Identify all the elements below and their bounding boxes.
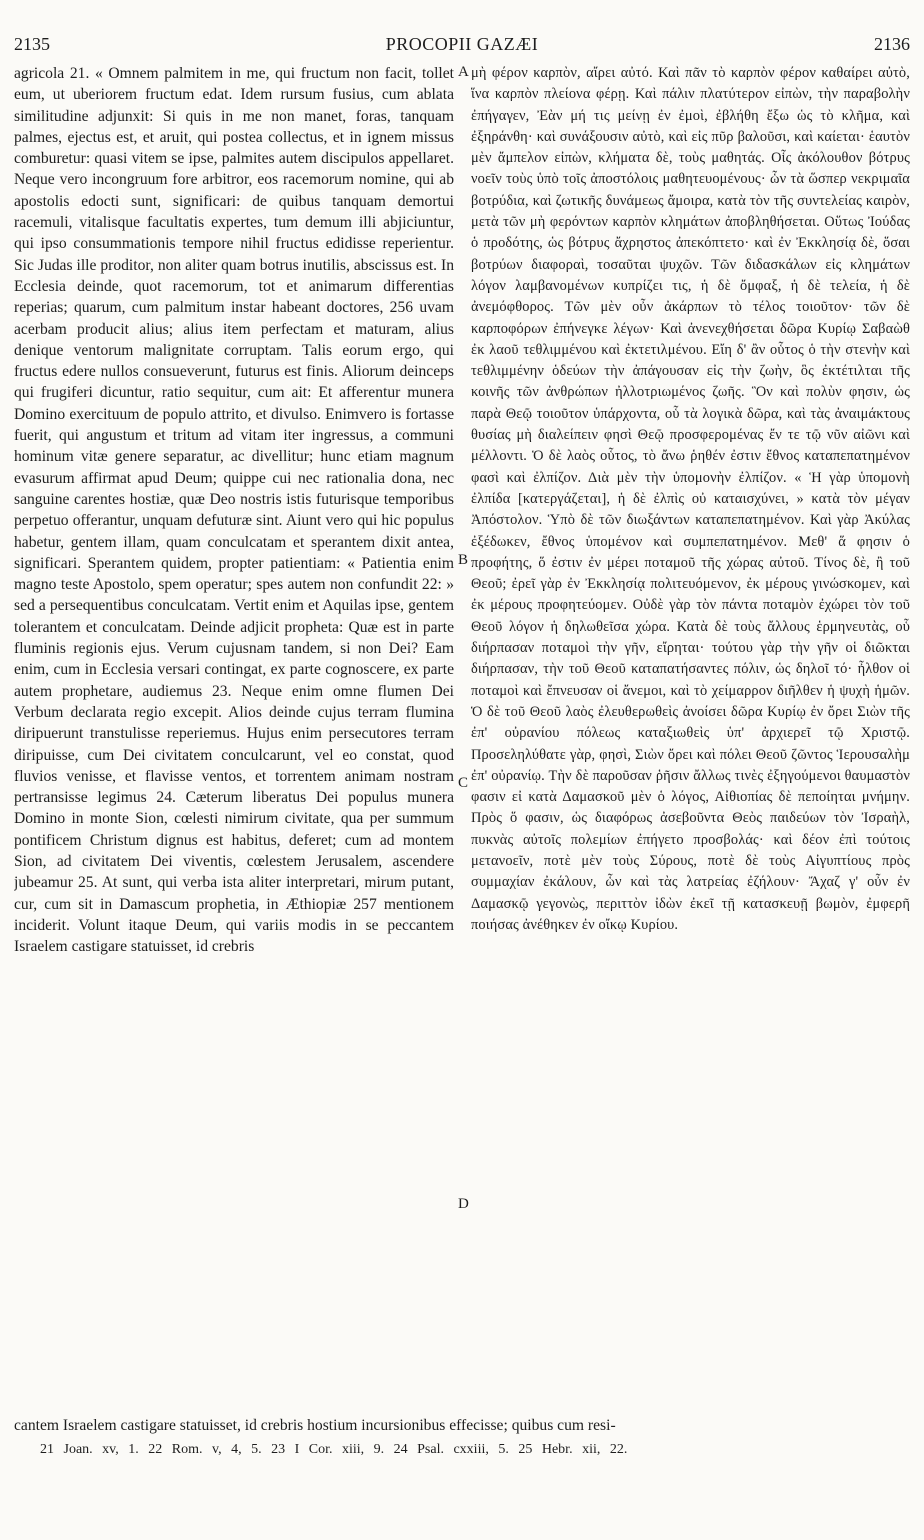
- page-number-right: 2136: [874, 34, 910, 54]
- page-header: [14, 34, 910, 60]
- section-marker-d: D: [458, 1196, 469, 1212]
- greek-column: [471, 63, 910, 1441]
- section-marker-a: A: [458, 64, 469, 80]
- latin-continuation-line: cantem Israelem castigare statuisset, id crebris hostium incursionibus effecisse; quibus cum resi-: [14, 1417, 616, 1434]
- greek-text: μὴ φέρον καρπὸν, αἴρει αὐτό. Καὶ πᾶν τὸ καρπὸν φέρον καθαίρει αὐτὸ, ἵνα καρπὸν πλείονα φέρῃ. Καὶ πάλιν πλατύτερον εἰπὼν, τὴν παραβολὴν ἐπήγαγεν, Ἐὰν μή τις μείνῃ ἐν ἐμοὶ, ἐβλήθη ἔξω ὡς τὸ κλῆμα, καὶ ἐξηράνθη· καὶ συνάξουσιν αὐτὸ, καὶ εἰς πῦρ βαλοῦσι, καὶ καίεται· ἑαυτὸν μὲν ἄμπελον εἰπὼν, κλήματα δὲ, τοὺς μαθητάς. Οἷς ἀκόλουθον βότρυς νοεῖν τοὺς ὑπὸ τοῖς ἀποστόλοις μαθητευομένους· ὧν τὰ ὥσπερ νεκριμαῖα βοτρύδια, καὶ ζωτικῆς δυνάμεως ἄμοιρα, κατὰ τὸν τῆς συντελείας καιρὸν, μετὰ τῶν μὴ φερόντων καρπὸν κλημάτων ἀποβληθήσεται. Οὕτως Ἰούδας ὁ προδότης, ὡς βότρυς ἄχρηστος ἀπεκόπτετο· καὶ ἐν Ἐκκλησίᾳ δὲ, ὅσαι βοτρύων διαφοραὶ, τοσαῦται ψυχῶν. Τῶν διδασκάλων εἰς κλημάτων λόγον λαμβανομένων κυπρίζει τις, ἡ δὲ ὄμφαξ, ἡ δὲ τελεία, ἡ δὲ ἀνεμόφθορος. Τῶν μὲν οὖν ἀκάρπων τὸ τέλος τοιοῦτον· τῶν δὲ καρποφόρων ἐπήνεγκε λέγων· Καὶ ἀνενεχθήσεται δῶρα Κυρίῳ Σαβαὼθ ἐκ λαοῦ τεθλιμμένου καὶ ἐκτετιλμένου. Εἴη δ' ἂν οὗτος ὁ τὴν στενὴν καὶ τεθλιμμένην ὁδεύων τὴν ἀπάγουσαν εἰς τὴν ζωὴν, ὃς ἐκτέτιλται τῆς κοινῆς τῶν ἀνθρώπων ἠλλοτριωμένος ζωῆς. Ὃν καὶ πολὺν φησιν, ὡς παρὰ Θεῷ τοιοῦτον ὑπάρχοντα, οὗ τὰ λογικὰ δῶρα, καὶ τὰς ἀναιμάκτους θυσίας μὴ διαλείπειν φησὶ Θεῷ προσφερομένας ἔν τε τῷ νῦν αἰῶνι καὶ μέλλοντι. Ὁ δὲ λαὸς οὗτος, τὸ ἄνω ῥηθέν ἐστιν ἔθνος καταπεπατημένον φασὶ καὶ ἐλπίζον. Διὰ μὲν τὴν ὑπομονὴν ἐλπίζον. « Ἡ γὰρ ὑπομονὴ ἐλπίδα [κατεργάζεται], ἡ δὲ ἐλπὶς οὐ καταισχύνει, » κατὰ τὸν μέγαν Ἀπόστολον. Ὑπὸ δὲ τῶν διωξάντων καταπεπατημένον. Καὶ γὰρ Ἀκύλας ἐξέδωκεν, ἔθνος ὑπομένον καὶ συμπεπατημένον. Μεθ' ἅ φησιν ὁ προφήτης, ὅ ἐστιν ἐν μέρει ποταμοῦ τῆς χώρας αὐτοῦ. Τίνος δὲ, ἢ τοῦ Θεοῦ; ἐρεῖ γὰρ ἐν Ἐκκλησίᾳ πολιτευόμενον, ἐκ μέρους γινώσκομεν, καὶ ἐκ μέρους προφητεύομεν. Οὐδὲ γὰρ τὸν πάντα ποταμὸν ἐχώρει τὸν τοῦ Θεοῦ λόγον ἡ δηλωθεῖσα χώρα. Κατὰ δὲ τοὺς ἄλλους ἑρμηνευτὰς, οὗ διήρπασαν ποταμοὶ τὴν γῆν, εἴρηται· τούτου γὰρ τὴν γῆν οἱ διῶκται διήρπασαν, τὴν τοῦ Θεοῦ καταπατήσαντες πόλιν, ὡς δηλοῖ τό· ἦλθον οἱ ποταμοὶ καὶ ἔπνευσαν οἱ ἄνεμοι, καὶ τὸ χείμαρρον διῆλθεν ἡ ψυχὴ ἡμῶν. Ὁ δὲ τοῦ Θεοῦ λαὸς ἐλευθερωθεὶς ἀνοίσει δῶρα Κυρίῳ ἐν ὄρει Σιὼν τῆς ἐπ' οὐρανίου πόλεως καταξιωθεὶς ὑπ' ἀρχιερεῖ τῷ Χριστῷ. Προσεληλύθατε γὰρ, φησὶ, Σιὼν ὄρει καὶ πόλει Θεοῦ ζῶντος Ἱερουσαλὴμ ἐπ' οὐρανίῳ. Τὴν δὲ παροῦσαν ῥῆσιν ἄλλως τινὲς ἐξηγούμενοι θαυμαστὸν φασιν εἰ κατὰ Δαμασκοῦ μὲν ὁ λόγος, Αἰθιοπίας δὲ πεποίηται μνήμην. Πρὸς ὅ φασιν, ὡς διαφόρως ἀσεβοῦντα Θεὸς παιδεύων τὸν Ἰσραὴλ, πυκνὰς αὐτοῖς πολεμίων ἐπήγετο προσβολάς· καὶ δέον ἐπὶ τούτοις μετανοεῖν, ποτὲ μὲν τοὺς Σύρους, ποτὲ δὲ τοὺς Αἰγυπτίους πρὸς συμμαχίαν ἐκάλουν, ὧν καὶ τὰς λατρείας ἐζήλουν· Ἄχαζ γ' οὖν ἐν Δαμασκῷ γεγονὼς, περιττὸν ἰδὼν ἐκεῖ τῇ κατασκευῇ βωμὸν, ἐμφερῆ ποιήσας ἀνέθηκεν ἐν οἴκῳ Κυρίου.: [471, 65, 910, 933]
- running-title: PROCOPII GAZÆI: [385, 34, 539, 54]
- footnotes: 21 Joan. xv, 1. 22 Rom. v, 4, 5. 23 I Cor. xiii, 9. 24 Psal. cxxiii, 5. 25 Hebr. xii, 22.: [40, 1442, 628, 1457]
- section-marker-b: B: [458, 552, 469, 568]
- latin-column: [14, 63, 454, 1441]
- latin-text: agricola 21. « Omnem palmitem in me, qui fructum non facit, tollet eum, ut uberiorem fructum edat. Idem rursum fusius, cum ablata similitudine adjunxit: Si quis in me non manet, foras, tanquam palmes, ejectus est, et aruit, qui postea collectus, et in ignem missus comburetur: quasi vitem se ipse, palmites autem discipulos appellaret. Neque vero incongruum fore arbitror, eos racemorum nomine, qui ab apostolis edocti sunt, significari: de quibus tanquam demortui racemuli, vitalisque facultatis expertes, tum demum illi abjiciuntur, qui ipso consummationis tempore nihil fructus edidisse reperientur. Sic Judas ille proditor, non aliter quam botrus inutilis, abscissus est. In Ecclesia deinde, quot racemorum, tot et animarum differentias reperias; quarum, cum palmitum instar habeant doctores, 256 uvam acerbam producit alius; alius item perfectam et maturam, alius denique ventorum malignitate corruptam. Talis eorum ergo, qui fructus edere nullos consueverunt, futurus est finis. Aliorum deinceps qui frugiferi dicuntur, ratio sequitur, cum ait: Et afferentur munera Domino exercituum de populo attrito, et divulso. Enimvero is fortasse fuerit, qui angustum et tritum ad vitam iter ingressus, a communi hominum vitæ genere separatur, ac divellitur; hunc etiam magnum evasurum affirmat apud Deum; quippe cui nec rationalia dona, nec sanguine carentes hostiæ, quæ Deo nostris istis futurisque temporibus perpetuo offerantur, unquam defuturæ sint. Aiunt vero qui hic populus habetur, gentem illam, quam conculcatam et sperantem dixit antea, significari. Sperantem quidem, propter patientiam: « Patientia enim magno teste Apostolo, spem operatur; spes autem non confundit 22: » sed a persequentibus conculcatam. Vertit enim et Aquilas ipse, gentem tolerantem et conculcatam. Deinde adjicit propheta: Quæ est in parte fluminis regionis ejus. Verum cujusnam tandem, si non Dei? Eam enim, cum in Ecclesia versari contingat, ex parte cognoscere, ex parte autem prophetare, audiemus 23. Neque enim omne flumen Dei Verbum declarata regio excepit. Alios deinde cujus terram flumina diripuerunt transtulisse reperiemus. Hujus enim persecutores terram diripuisse, cum Dei civitatem conculcarunt, vel eo constat, quod fluvios venisse, et flavisse ventos, et torrentem animam nostram pertransisse legimus 24. Cæterum liberatus Dei populus munera Domino in monte Sion, cœlesti nimirum civitate, qua per summum pontificem Christum dignus est habitus, deferet; cum ad montem Sion, ad civitatem Dei viventis, cœlestem Jerusalem, ascendere jubeamur 25. At sunt, qui verba ista aliter interpretari, mirum putant, cur, cum sit in Damascum prophetia, in Æthiopiæ 257 mentionem inciderit. Volunt itaque Deum, qui variis modis in se peccantem Israelem castigare statuisset, id crebris: [14, 65, 454, 956]
- page-number-left: 2135: [14, 34, 50, 54]
- section-marker-c: C: [458, 775, 469, 791]
